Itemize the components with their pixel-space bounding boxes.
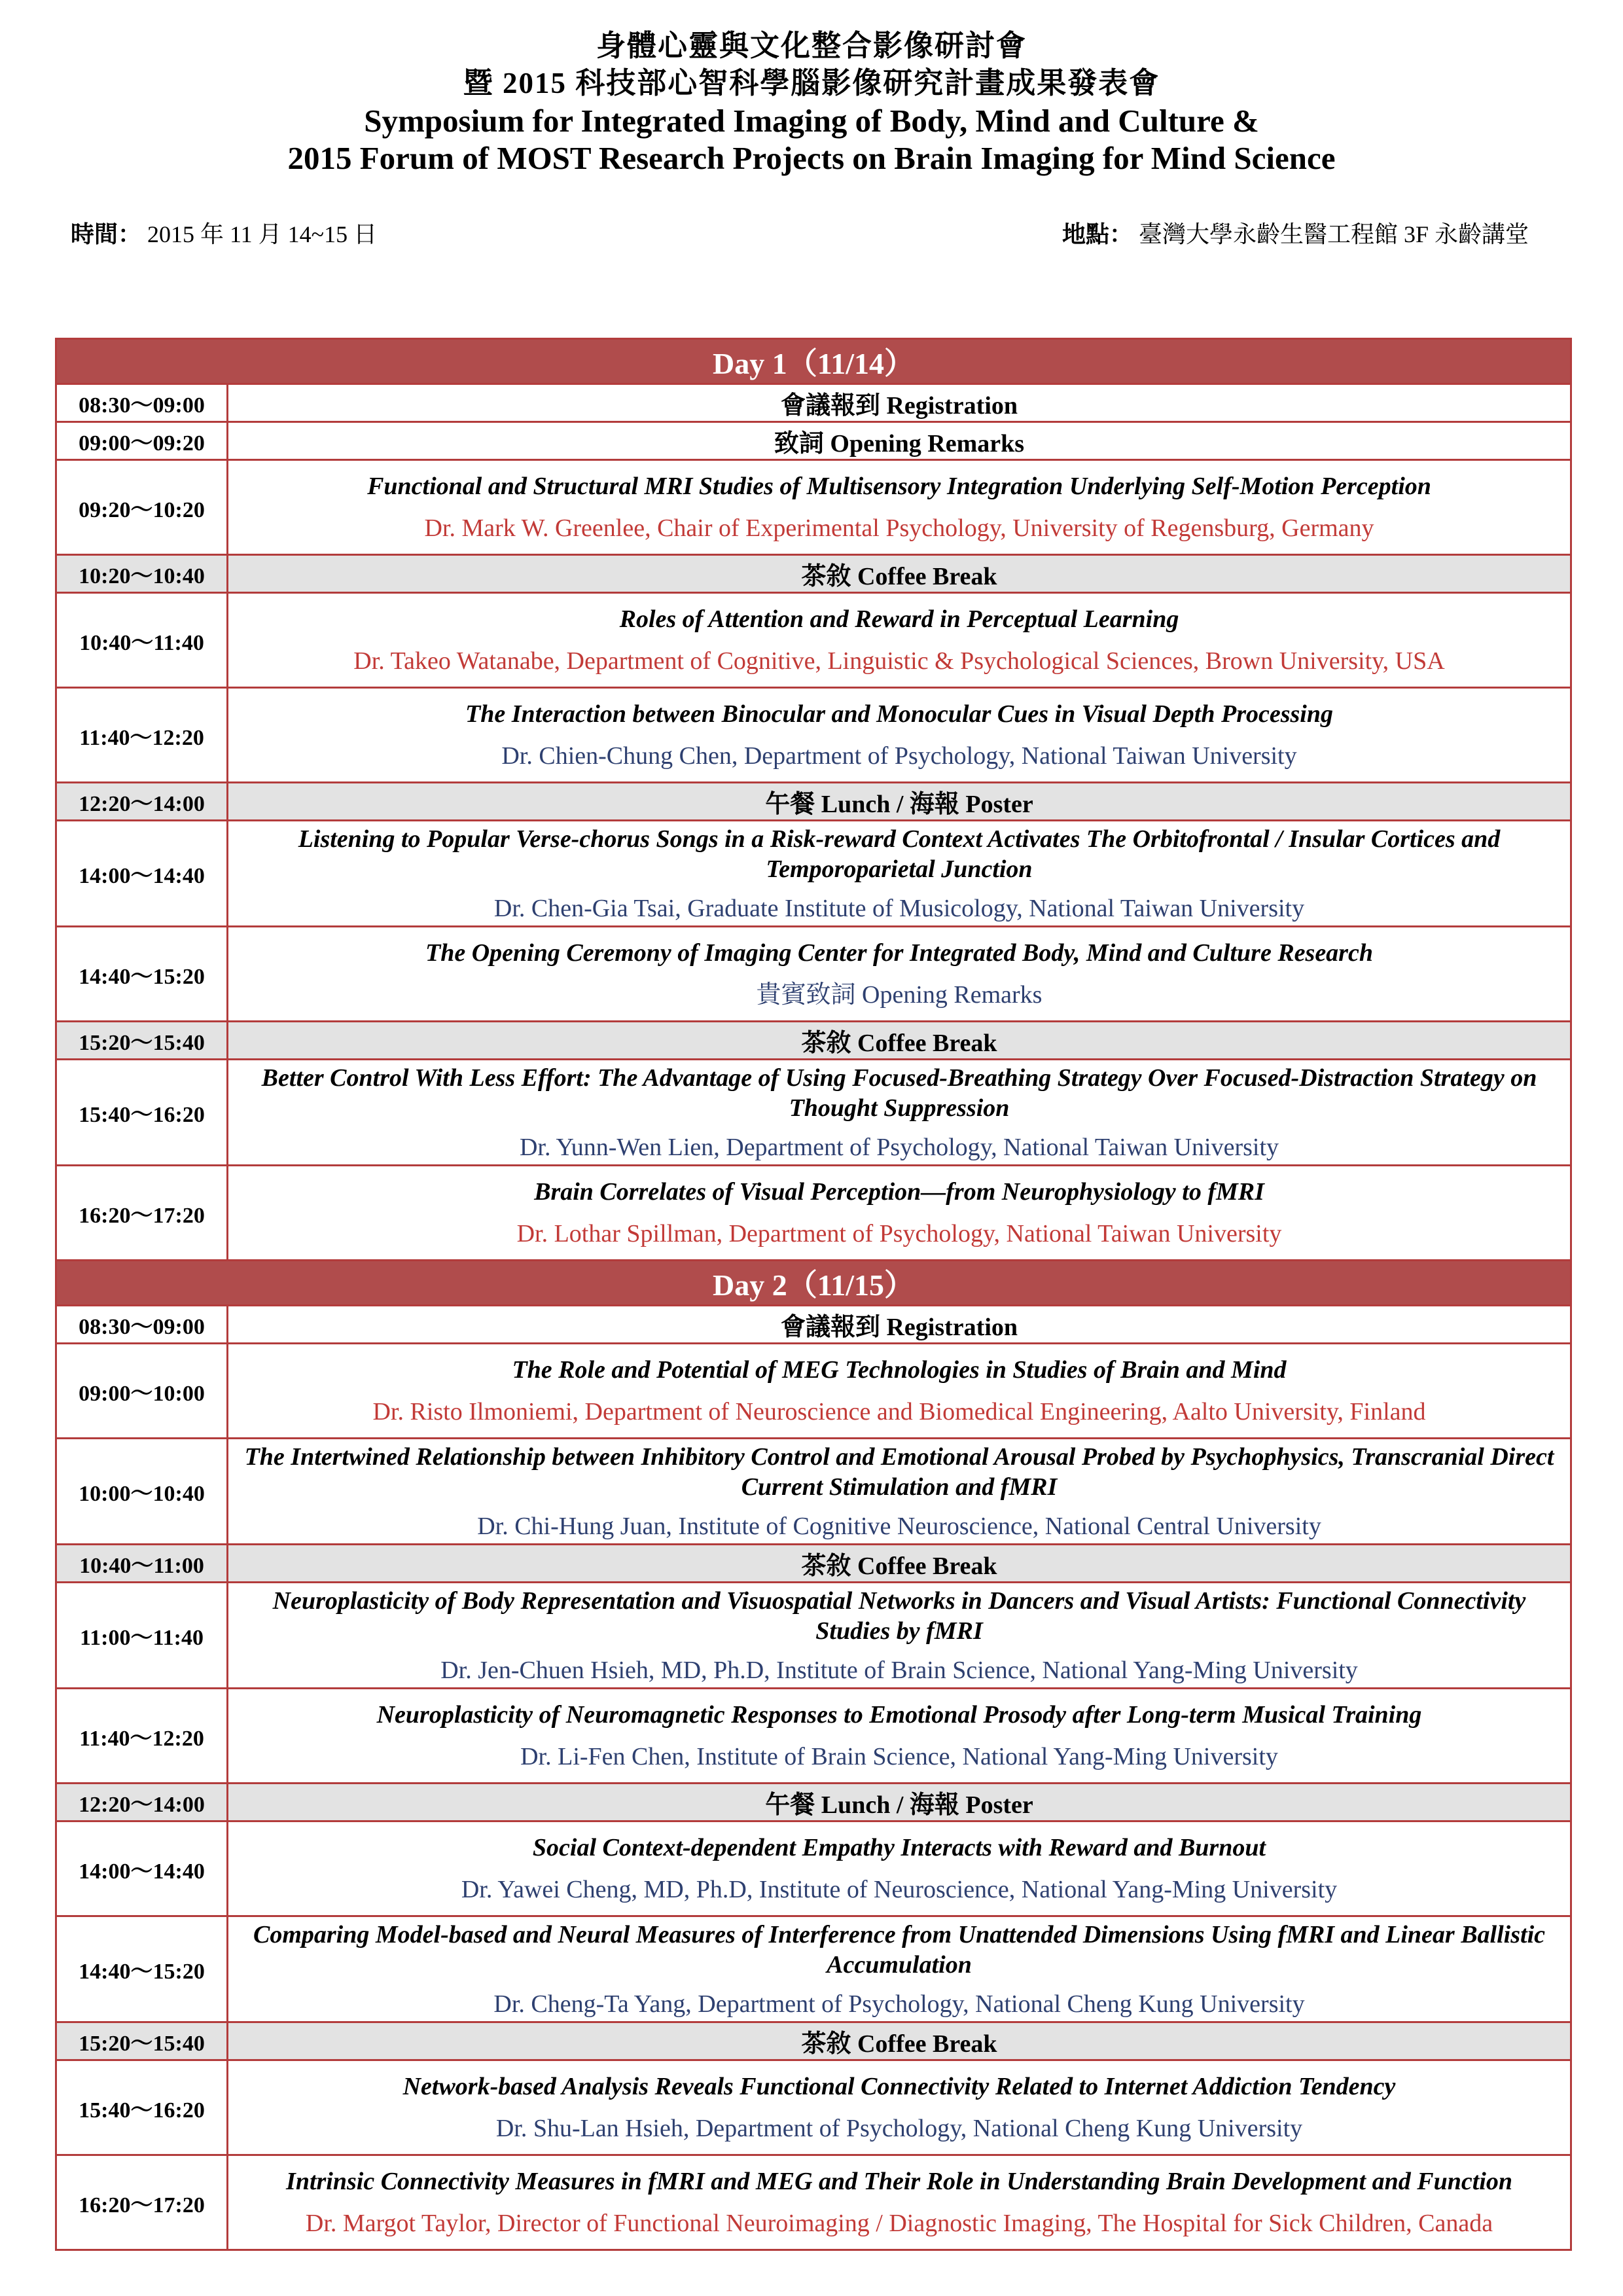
break-cell [228, 1545, 1571, 1583]
event-label: 會議報到 Registration [780, 392, 1018, 420]
time-slot: 08:30～09:00 [56, 1306, 228, 1344]
schedule-table [55, 338, 1572, 2251]
talk-row [56, 2155, 1571, 2250]
talk-cell [228, 1689, 1571, 1784]
talk-title: The Interaction between Binocular and Monocular Cues in Visual Depth Processing [465, 700, 1333, 728]
day-header [56, 339, 1571, 384]
talk-title: Comparing Model-based and Neural Measures of Interference from Unattended Dimensions Using fMRI and Linear Ballistic Accumulation [253, 1920, 1546, 1979]
venue-label: 地點： [1061, 221, 1133, 247]
time-slot: 12:20～14:00 [56, 783, 228, 821]
title-zh-line1: 身體心靈與文化整合影像研討會 [596, 29, 1027, 62]
talk-cell [228, 1060, 1571, 1166]
event-label: 午餐 Lunch / 海報 Poster [765, 791, 1033, 818]
time-slot: 11:00～11:40 [56, 1583, 228, 1689]
event-venue [1062, 216, 1529, 249]
talk-row [56, 1060, 1571, 1166]
break-cell [228, 783, 1571, 821]
day-header [56, 1261, 1571, 1306]
talk-row [56, 821, 1571, 927]
talk-row [56, 1344, 1571, 1439]
time-slot: 14:40～15:20 [56, 927, 228, 1022]
talk-row [56, 1821, 1571, 1916]
talk-title: The Role and Potential of MEG Technologies in Studies of Brain and Mind [512, 1356, 1287, 1384]
speaker-info: Dr. Chen-Gia Tsai, Graduate Institute of Musicology, National Taiwan University [493, 894, 1305, 922]
speaker-info: Dr. Li-Fen Chen, Institute of Brain Science, National Yang-Ming University [520, 1743, 1278, 1770]
time-label: 時間： [71, 221, 142, 247]
event-label: 午餐 Lunch / 海報 Poster [765, 1791, 1033, 1819]
talk-title: The Opening Ceremony of Imaging Center for Integrated Body, Mind and Culture Research [425, 939, 1373, 967]
speaker-info: Dr. Shu-Lan Hsieh, Department of Psychology, National Cheng Kung University [495, 2115, 1303, 2142]
talk-row [56, 460, 1571, 555]
talk-cell [228, 821, 1571, 927]
speaker-info: Dr. Chi-Hung Juan, Institute of Cognitive Neuroscience, National Central University [477, 1512, 1321, 1540]
talk-title: The Intertwined Relationship between Inhibitory Control and Emotional Arousal Probed by Psychophysics, Transcranial Direct Current Stimulation and fMRI [244, 1443, 1554, 1501]
break-row [56, 2022, 1571, 2060]
break-cell [228, 1784, 1571, 1821]
time-slot: 15:40～16:20 [56, 2060, 228, 2155]
break-row [56, 783, 1571, 821]
talk-cell [228, 1821, 1571, 1916]
day-label: Day 2（11/15） [56, 1261, 1571, 1306]
talk-row [56, 688, 1571, 783]
talk-row [56, 1916, 1571, 2022]
time-slot: 11:40～12:20 [56, 688, 228, 783]
event-row [56, 422, 1571, 460]
speaker-info: Dr. Margot Taylor, Director of Functional Neuroimaging / Diagnostic Imaging, The Hospital for Sick Children, Canada [305, 2210, 1493, 2237]
event-meta [71, 216, 1529, 255]
talk-row [56, 2060, 1571, 2155]
talk-title: Intrinsic Connectivity Measures in fMRI and MEG and Their Role in Understanding Brain Development and Function [286, 2168, 1512, 2195]
time-slot: 14:00～14:40 [56, 821, 228, 927]
time-slot: 14:00～14:40 [56, 1821, 228, 1916]
time-slot: 09:00～10:00 [56, 1344, 228, 1439]
event-cell [228, 1306, 1571, 1344]
event-label: 茶敘 Coffee Break [801, 1030, 997, 1057]
talk-row [56, 1439, 1571, 1545]
speaker-info: Dr. Risto Ilmoniemi, Department of Neuroscience and Biomedical Engineering, Aalto University, Finland [372, 1398, 1426, 1426]
event-time [71, 216, 377, 249]
time-slot: 10:20～10:40 [56, 555, 228, 593]
event-row [56, 1306, 1571, 1344]
time-slot: 15:40～16:20 [56, 1060, 228, 1166]
talk-cell [228, 1344, 1571, 1439]
talk-row [56, 1689, 1571, 1784]
talk-cell [228, 2060, 1571, 2155]
event-cell [228, 384, 1571, 422]
talk-title: Roles of Attention and Reward in Perceptual Learning [619, 605, 1179, 633]
time-slot: 10:00～10:40 [56, 1439, 228, 1545]
talk-row [56, 927, 1571, 1022]
speaker-info: Dr. Mark W. Greenlee, Chair of Experimental Psychology, University of Regensburg, Germany [424, 514, 1374, 542]
talk-cell [228, 1439, 1571, 1545]
talk-cell [228, 593, 1571, 688]
time-slot: 14:40～15:20 [56, 1916, 228, 2022]
speaker-info: Dr. Chien-Chung Chen, Department of Psychology, National Taiwan University [501, 742, 1297, 770]
time-slot: 16:20～17:20 [56, 1166, 228, 1261]
time-value: 2015 年 11 月 14~15 日 [147, 221, 378, 247]
time-slot: 09:20～10:20 [56, 460, 228, 555]
venue-value: 臺灣大學永齡生醫工程館 3F 永齡講堂 [1138, 221, 1529, 247]
talk-title: Better Control With Less Effort: The Advantage of Using Focused-Breathing Strategy Over Focused-Distraction Strategy on Thought Suppression [261, 1064, 1537, 1122]
event-label: 茶敘 Coffee Break [801, 1552, 997, 1580]
time-slot: 16:20～17:20 [56, 2155, 228, 2250]
break-row [56, 1022, 1571, 1060]
speaker-info: Dr. Cheng-Ta Yang, Department of Psychology, National Cheng Kung University [493, 1990, 1305, 2018]
event-label: 致詞 Opening Remarks [774, 430, 1025, 457]
talk-title: Network-based Analysis Reveals Functional Connectivity Related to Internet Addiction Tendency [402, 2073, 1396, 2100]
event-cell [228, 422, 1571, 460]
speaker-info: 貴賓致詞 Opening Remarks [756, 981, 1043, 1009]
talk-cell [228, 1166, 1571, 1261]
event-label: 茶敘 Coffee Break [801, 2030, 997, 2058]
break-cell [228, 2022, 1571, 2060]
talk-row [56, 1166, 1571, 1261]
talk-cell [228, 460, 1571, 555]
talk-cell [228, 2155, 1571, 2250]
break-cell [228, 1022, 1571, 1060]
time-slot: 11:40～12:20 [56, 1689, 228, 1784]
talk-cell [228, 927, 1571, 1022]
talk-title: Social Context-dependent Empathy Interacts with Reward and Burnout [532, 1834, 1266, 1861]
talk-title: Brain Correlates of Visual Perception—from Neurophysiology to fMRI [534, 1178, 1264, 1206]
time-slot: 15:20～15:40 [56, 2022, 228, 2060]
title-en-line1: Symposium for Integrated Imaging of Body, Mind and Culture & [364, 103, 1259, 139]
speaker-info: Dr. Yawei Cheng, MD, Ph.D, Institute of Neuroscience, National Yang-Ming University [461, 1876, 1338, 1903]
talk-cell [228, 688, 1571, 783]
speaker-info: Dr. Yunn-Wen Lien, Department of Psychology, National Taiwan University [519, 1133, 1279, 1161]
speaker-info: Dr. Takeo Watanabe, Department of Cognitive, Linguistic & Psychological Sciences, Brown University, USA [353, 647, 1445, 675]
break-row [56, 555, 1571, 593]
talk-title: Neuroplasticity of Neuromagnetic Responses to Emotional Prosody after Long-term Musical Training [376, 1701, 1422, 1729]
time-slot: 10:40～11:40 [56, 593, 228, 688]
break-row [56, 1545, 1571, 1583]
talk-title: Functional and Structural MRI Studies of Multisensory Integration Underlying Self-Motion Perception [367, 473, 1431, 500]
break-row [56, 1784, 1571, 1821]
day-label: Day 1（11/14） [56, 339, 1571, 384]
event-label: 茶敘 Coffee Break [801, 563, 997, 590]
talk-row [56, 1583, 1571, 1689]
talk-title: Listening to Popular Verse-chorus Songs in a Risk-reward Context Activates The Orbitofrontal / Insular Cortices and Temporoparietal Junction [298, 825, 1501, 883]
title-zh-line2: 暨 2015 科技部心智科學腦影像研究計畫成果發表會 [463, 67, 1160, 99]
break-cell [228, 555, 1571, 593]
time-slot: 10:40～11:00 [56, 1545, 228, 1583]
page-header [0, 27, 1623, 177]
talk-cell [228, 1583, 1571, 1689]
event-label: 會議報到 Registration [780, 1314, 1018, 1341]
time-slot: 09:00～09:20 [56, 422, 228, 460]
time-slot: 08:30～09:00 [56, 384, 228, 422]
time-slot: 15:20～15:40 [56, 1022, 228, 1060]
talk-row [56, 593, 1571, 688]
time-slot: 12:20～14:00 [56, 1784, 228, 1821]
title-en-line2: 2015 Forum of MOST Research Projects on Brain Imaging for Mind Science [287, 140, 1336, 176]
talk-cell [228, 1916, 1571, 2022]
talk-title: Neuroplasticity of Body Representation and Visuospatial Networks in Dancers and Visual Artists: Functional Connectivity Studies by fMRI [272, 1587, 1526, 1645]
speaker-info: Dr. Lothar Spillman, Department of Psychology, National Taiwan University [516, 1220, 1282, 1247]
speaker-info: Dr. Jen-Chuen Hsieh, MD, Ph.D, Institute of Brain Science, National Yang-Ming University [440, 1656, 1358, 1684]
event-row [56, 384, 1571, 422]
